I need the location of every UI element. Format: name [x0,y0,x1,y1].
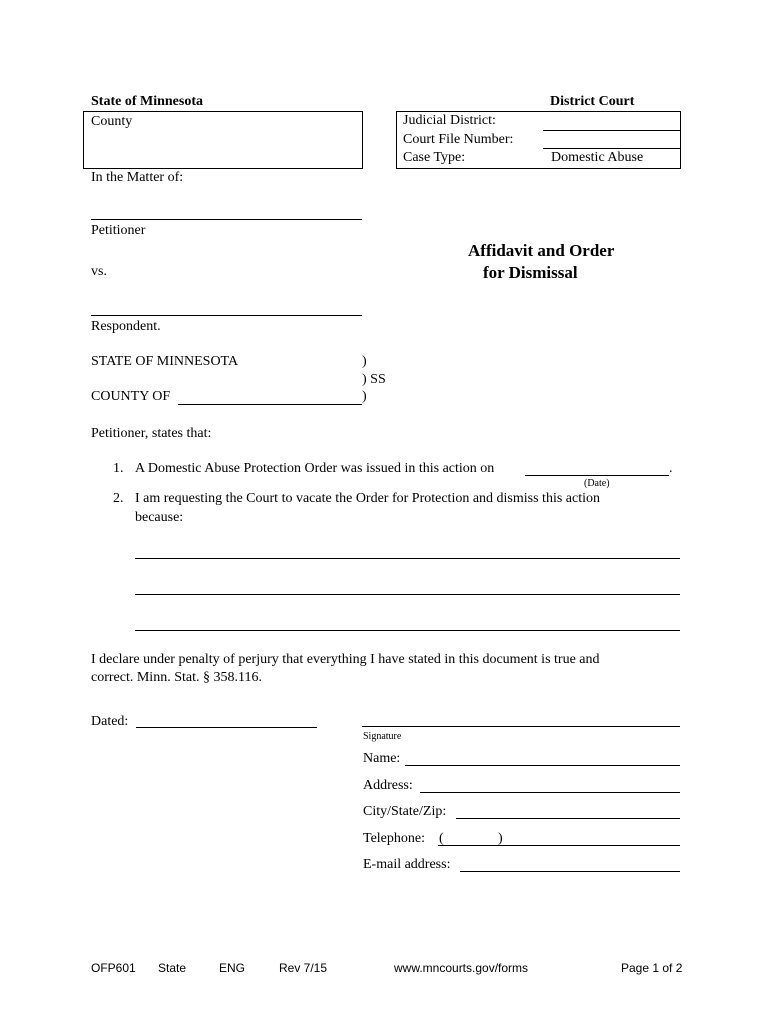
district-court-label: District Court [550,94,635,109]
petitioner-label: Petitioner [91,223,146,238]
county-label: County [91,114,133,129]
item-2-text: I am requesting the Court to vacate the Order for Protection and dismiss this action [135,491,600,506]
petitioner-states-label: Petitioner, states that: [91,426,212,441]
judicial-district-label: Judicial District: [403,113,496,128]
item-1-number: 1. [113,461,124,476]
matter-label: In the Matter of: [91,170,184,185]
case-type-label: Case Type: [403,150,466,165]
telephone-open-paren: ( [439,831,444,846]
name-field[interactable] [405,765,680,766]
petitioner-name-field[interactable] [91,219,362,220]
footer-form-code: OFP601 [91,961,136,975]
order-date-field[interactable] [525,475,669,476]
venue-paren-1: ) [362,354,367,369]
footer-language: ENG [219,961,246,975]
reason-line-3[interactable] [135,630,680,631]
dated-label: Dated: [91,714,129,729]
signature-caption: Signature [363,731,402,742]
date-caption: (Date) [584,478,610,489]
footer-scope: State [158,961,187,975]
address-label: Address: [363,778,413,793]
item-2-continuation: because: [135,510,184,525]
state-of-minnesota-label: State of Minnesota [91,94,203,109]
address-field[interactable] [420,792,680,793]
signature-field[interactable] [362,726,680,727]
footer-page-number: Page 1 of 2 [621,961,683,975]
reason-line-1[interactable] [135,558,680,559]
case-type-value: Domestic Abuse [551,150,644,165]
vs-label: vs. [91,264,107,279]
respondent-label: Respondent. [91,319,161,334]
city-state-zip-field[interactable] [456,818,680,819]
declaration-line-2: correct. Minn. Stat. § 358.116. [91,670,262,685]
item-2-number: 2. [113,491,124,506]
dated-field[interactable] [136,727,317,728]
name-label: Name: [363,751,401,766]
reason-line-2[interactable] [135,594,680,595]
telephone-field[interactable] [438,845,680,846]
respondent-name-field[interactable] [91,315,362,316]
venue-paren-3: ) [362,389,367,404]
venue-state: STATE OF MINNESOTA [91,354,239,369]
venue-ss: ) SS [362,372,386,387]
form-title-line1: Affidavit and Order [468,241,615,260]
form-title-line2: for Dismissal [483,263,578,282]
telephone-label: Telephone: [363,831,425,846]
court-file-number-label: Court File Number: [403,132,514,147]
declaration-line-1: I declare under penalty of perjury that everything I have stated in this document is true and [91,652,600,667]
email-field[interactable] [460,871,680,872]
item-1-text: A Domestic Abuse Protection Order was issued in this action on [135,461,495,476]
judicial-district-field[interactable] [543,130,680,131]
venue-county-field[interactable] [178,404,362,405]
email-label: E-mail address: [363,857,451,872]
footer-website-link[interactable]: www.mncourts.gov/forms [394,961,529,975]
item-1-period: . [669,461,673,476]
telephone-close-paren: ) [498,831,503,846]
city-state-zip-label: City/State/Zip: [363,804,447,819]
venue-county-label: COUNTY OF [91,389,171,404]
court-file-number-field[interactable] [543,148,680,149]
footer-revision: Rev 7/15 [279,961,328,975]
